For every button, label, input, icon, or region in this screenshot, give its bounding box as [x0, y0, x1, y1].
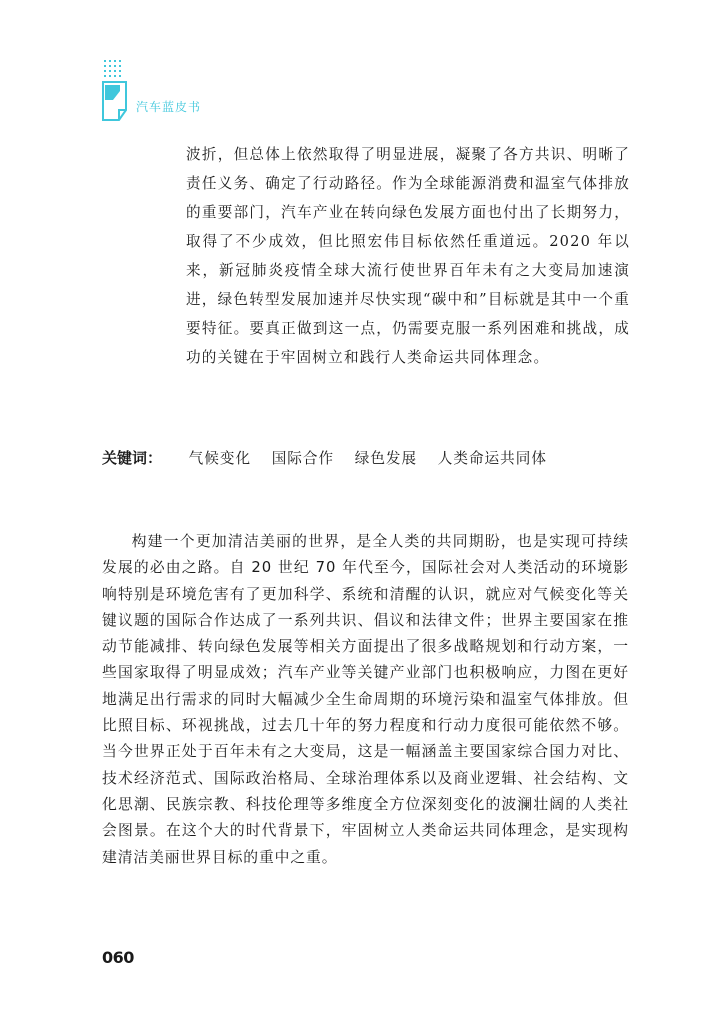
keyword-item: 国际合作 — [271, 450, 335, 467]
keywords-label: 关键词： — [102, 449, 163, 467]
running-header — [100, 58, 240, 128]
body-paragraph: 构建一个更加清洁美丽的世界，是全人类的共同期盼，也是实现可持续发展的必由之路。自 20 世纪 70 年代至今，国际社会对人类活动的环境影响特别是环境危害有了更加科学、系统和清醒的认识，就应对气候变化等关键议题的国际合作达成了一系列共识、倡议和法律文件；世界主要国家在推动节能减排、转向绿色发展等相关方面提出了很多战略规划和行动方案，一些国家取得了明显成效；汽车产业等关键产业部门也积极响应，力图在更好地满足出行需求的同时大幅减少全生命周期的环境污染和温室气体排放。但比照目标、环视挑战，过去几十年的努力程度和行动力度很可能依然不够。当今世界正处于百年未有之大变局，这是一幅涵盖主要国家综合国力对比、技术经济范式、国际政治格局、全球治理体系以及商业逻辑、社会结构、文化思潮、民族宗教、科技伦理等多维度全方位深刻变化的波澜壮阔的人类社会图景。在这个大的时代背景下，牢固树立人类命运共同体理念，是实现构建清洁美丽世界目标的重中之重。 — [102, 533, 629, 866]
book-series-title: 汽车蓝皮书 — [136, 100, 202, 114]
keywords-line — [102, 446, 642, 471]
body-text — [102, 529, 629, 871]
keyword-item: 人类命运共同体 — [437, 450, 547, 467]
book-corner-icon — [100, 58, 132, 124]
abstract-block — [186, 140, 630, 372]
keyword-item: 气候变化 — [188, 450, 252, 467]
keyword-item: 绿色发展 — [354, 450, 418, 467]
page-number: 060 — [102, 948, 134, 967]
abstract-paragraph: 波折，但总体上依然取得了明显进展，凝聚了各方共识、明晰了责任义务、确定了行动路径。作为全球能源消费和温室气体排放的重要部门，汽车产业在转向绿色发展方面也付出了长期努力，取得了不少成效，但比照宏伟目标依然任重道远。2020 年以来，新冠肺炎疫情全球大流行使世界百年未有之大变局加速演进，绿色转型发展加速并尽快实现“碳中和”目标就是其中一个重要特征。要真正做到这一点，仍需要克服一系列困难和挑战，成功的关键在于牢固树立和践行人类命运共同体理念。 — [186, 146, 630, 366]
